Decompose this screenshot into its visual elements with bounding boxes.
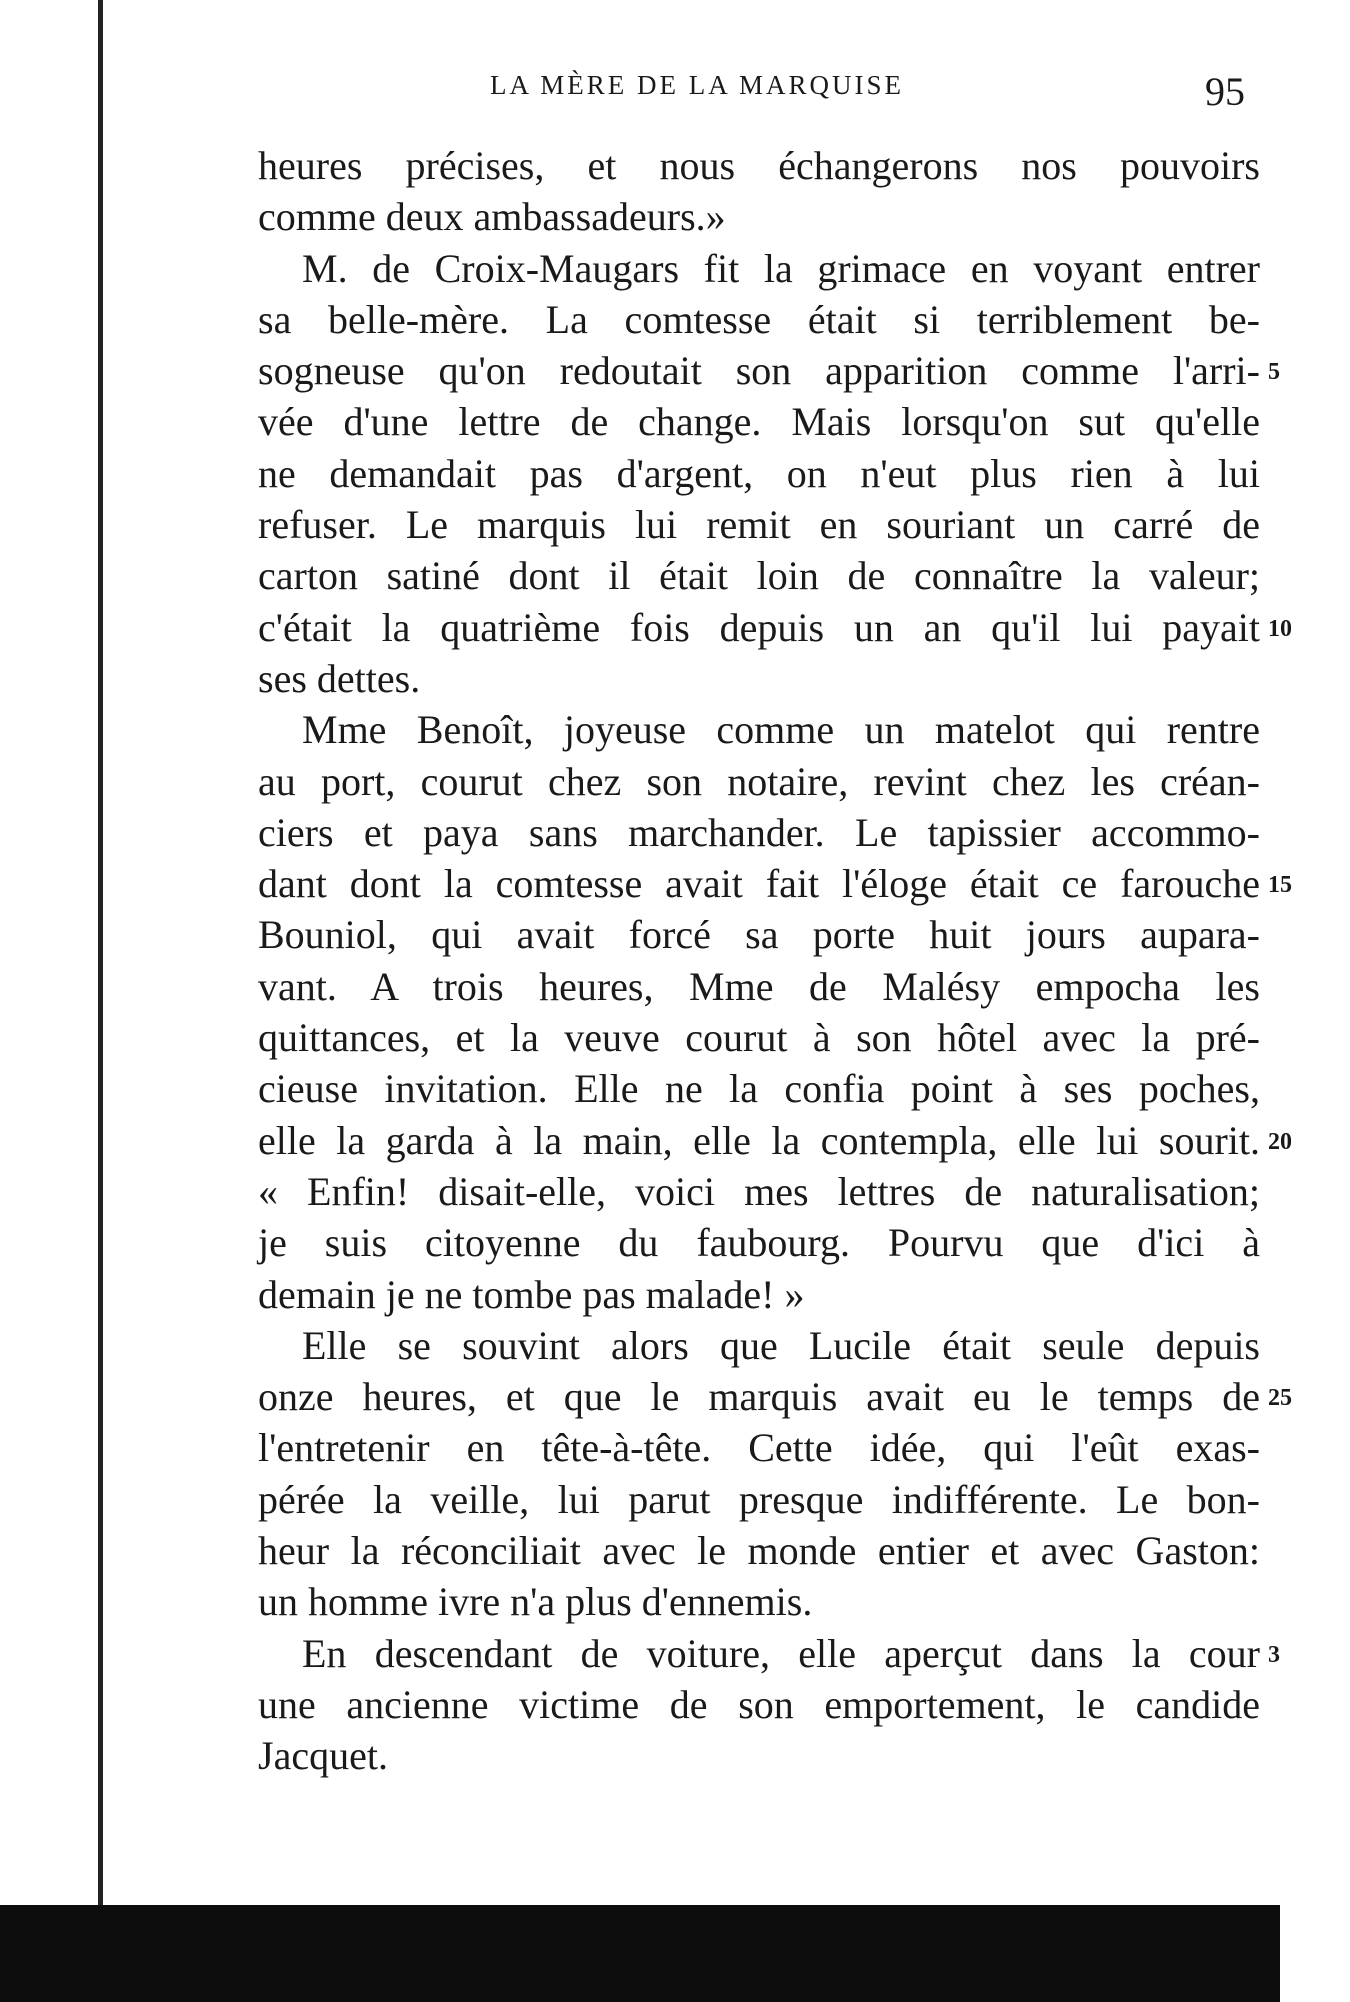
text-line: l'entretenir en tête-à-tête. Cette idée, qui l'eût exas- (258, 1425, 1260, 1471)
text-line: quittances, et la veuve courut à son hôtel avec la pré- (258, 1015, 1260, 1061)
text-line: Bouniol, qui avait forcé sa porte huit jours aupara- (258, 912, 1260, 958)
line-number-marker: 10 (1268, 615, 1292, 642)
text-line: Jacquet. (258, 1733, 388, 1779)
text-line: ciers et paya sans marchander. Le tapissier accommo- (258, 809, 1260, 855)
text-line: Mme Benoît, joyeuse comme un matelot qui rentre (302, 707, 1260, 753)
text-line: heur la réconciliait avec le monde entier et avec Gaston: (258, 1528, 1260, 1574)
text-line: vant. A trois heures, Mme de Malésy empocha les (258, 963, 1260, 1009)
text-line: demain je ne tombe pas malade! » (258, 1271, 805, 1317)
line-number-marker: 3 (1268, 1641, 1280, 1668)
line-number-marker: 25 (1268, 1385, 1292, 1412)
text-line: refuser. Le marquis lui remit en souriant un carré de (258, 502, 1260, 548)
line-number-marker: 15 (1268, 872, 1292, 899)
text-line: onze heures, et que le marquis avait eu le temps de (258, 1374, 1260, 1420)
text-line: ne demandait pas d'argent, on n'eut plus rien à lui (258, 450, 1260, 496)
text-line: c'était la quatrième fois depuis un an qu'il lui payait (258, 604, 1260, 650)
text-line: sa belle-mère. La comtesse était si terriblement be- (258, 296, 1260, 342)
text-line: dant dont la comtesse avait fait l'éloge était ce farouche (258, 861, 1260, 907)
body-text (258, 140, 1260, 1782)
text-line: ses dettes. (258, 655, 421, 701)
left-margin-rule (98, 0, 103, 1905)
text-line: Elle se souvint alors que Lucile était seule depuis (302, 1322, 1260, 1368)
text-line: En descendant de voiture, elle aperçut dans la cour (302, 1630, 1260, 1676)
bottom-scan-bar (0, 1905, 1280, 2002)
text-line: M. de Croix-Maugars fit la grimace en voyant entrer (302, 245, 1260, 291)
line-number-marker: 5 (1268, 359, 1280, 386)
text-line: vée d'une lettre de change. Mais lorsqu'on sut qu'elle (258, 399, 1260, 445)
text-line: pérée la veille, lui parut presque indifférente. Le bon- (258, 1476, 1260, 1522)
text-line: une ancienne victime de son emportement, le candide (258, 1681, 1260, 1727)
text-line: un homme ivre n'a plus d'ennemis. (258, 1579, 813, 1625)
page-number: 95 (1205, 69, 1245, 114)
line-number-marker: 20 (1268, 1128, 1292, 1155)
text-line: cieuse invitation. Elle ne la confia point à ses poches, (258, 1066, 1260, 1112)
text-line: sogneuse qu'on redoutait son apparition comme l'arri- (258, 348, 1260, 394)
text-line: au port, courut chez son notaire, revint chez les créan- (258, 758, 1260, 804)
text-line: comme deux ambassadeurs.» (258, 194, 726, 240)
text-line: carton satiné dont il était loin de connaître la valeur; (258, 553, 1260, 599)
text-line: « Enfin! disait-elle, voici mes lettres de naturalisation; (258, 1168, 1260, 1214)
text-line: elle la garda à la main, elle la contempla, elle lui sourit. (258, 1117, 1260, 1163)
text-line: je suis citoyenne du faubourg. Pourvu que d'ici à (258, 1220, 1260, 1266)
text-line: heures précises, et nous échangerons nos pouvoirs (258, 143, 1260, 188)
running-title: LA MÈRE DE LA MARQUISE (490, 70, 905, 100)
